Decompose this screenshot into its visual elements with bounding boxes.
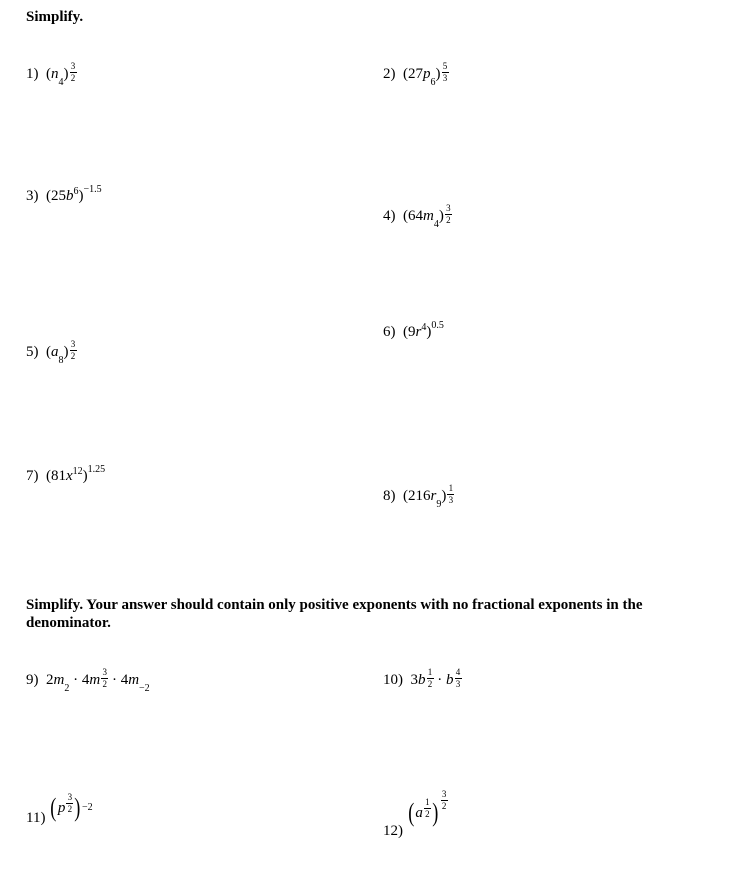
problem-number: 11) <box>26 810 46 826</box>
problem-number: 8) <box>383 488 396 504</box>
problem-number: 1) <box>26 66 39 82</box>
problem-expression: ( n 4 ) $\frac{3}{2}$ <box>42 61 76 88</box>
problem-3 <box>26 184 102 205</box>
problem-9 <box>26 667 150 694</box>
problem-8 <box>383 483 454 510</box>
problem-1 <box>26 61 77 88</box>
problem-number: 7) <box>26 468 39 484</box>
problem-expression: $(81x^{12})^{1.25}$ <box>42 464 106 484</box>
problem-6 <box>383 320 444 341</box>
problem-10 <box>383 668 462 689</box>
problem-expression: ( 27 p 6 ) $\frac{5}{3}$ <box>399 61 448 88</box>
problem-number: 3) <box>26 188 39 204</box>
problem-2 <box>383 61 449 88</box>
problem-expression: ( a 8 ) $\frac{3}{2}$ <box>42 339 76 366</box>
problem-4 <box>383 203 452 230</box>
problem-12 <box>383 788 448 840</box>
problem-5 <box>26 339 77 366</box>
problem-number: 2) <box>383 66 396 82</box>
problem-number: 6) <box>383 324 396 340</box>
section2-heading: Simplify. Your answer should contain only positive exponents with no fractional exponents in the denominator. <box>26 597 643 631</box>
problem-11 <box>26 791 93 827</box>
problem-expression: $(25b^6)^{-1.5}$ <box>42 184 102 204</box>
problem-number: 10) <box>383 672 403 688</box>
problem-expression: ( p $\frac{3}{2}$ ) −2 <box>50 791 93 822</box>
problem-number: 12) <box>383 823 403 839</box>
problem-number: 5) <box>26 344 39 360</box>
problem-number: 4) <box>383 208 396 224</box>
section1-heading: Simplify. <box>26 9 84 25</box>
problem-7 <box>26 464 106 485</box>
problem-expression: 2 m 2 · 4 m $\frac{3}{2}$ · 4 m −2 <box>46 667 150 694</box>
problem-expression: 3 b $\frac{1}{2}$ · b $\frac{4}{3}$ <box>410 667 461 689</box>
problem-expression: ( a $\frac{1}{2}$ ) $\frac{3}{2}$ <box>408 788 447 827</box>
problem-number: 9) <box>26 672 39 688</box>
problem-expression: ( 216 r 9 ) $\frac{1}{3}$ <box>399 483 454 510</box>
problem-expression: ( 64 m 4 ) $\frac{3}{2}$ <box>399 203 451 230</box>
problem-expression: $(9r^4)^{0.5}$ <box>399 320 444 340</box>
